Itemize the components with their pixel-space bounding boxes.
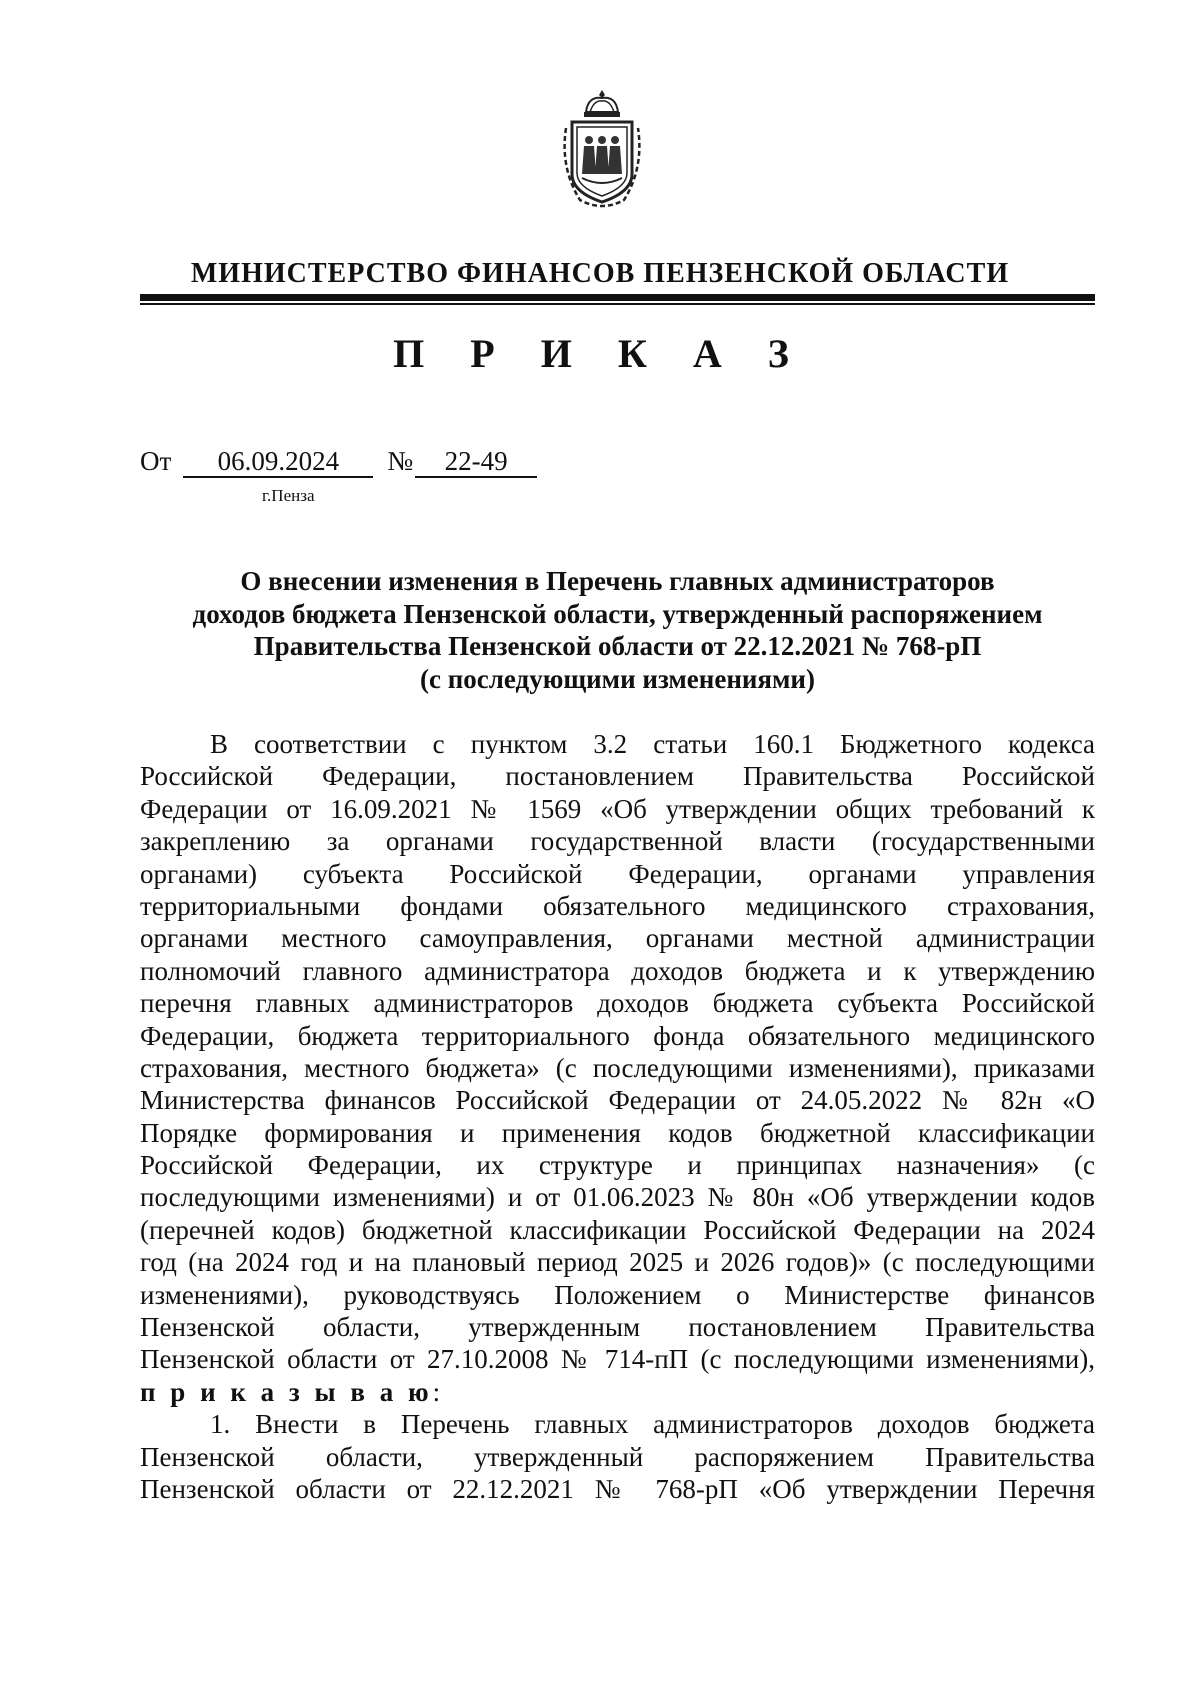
body-line: (перечней кодов) бюджетной классификации Российской Федерации на 2024 (140, 1214, 1095, 1245)
body-line: Пензенской области от 27.10.2008 № 714-пП (с последующими изменениями), (140, 1344, 1095, 1375)
body-line: Пензенской области, утвержденным постановлением Правительства (140, 1312, 1095, 1343)
item-line: Пензенской области, утвержденный распоряжением Правительства (140, 1441, 1095, 1472)
body-line: изменениями), руководствуясь Положением о Министерстве финансов (140, 1279, 1095, 1310)
body-line: Порядке формирования и применения кодов бюджетной классификации (140, 1117, 1095, 1148)
coat-of-arms-emblem (560, 88, 644, 212)
title-line: Правительства Пензенской области от 22.12.2021 № 768-рП (253, 631, 982, 662)
body-line: полномочий главного администратора доходов бюджета и к утверждению (140, 955, 1095, 986)
order-title (140, 565, 1095, 696)
order-verb-line (140, 1376, 1095, 1408)
city-name: г.Пенза (262, 486, 315, 505)
document-type-heading: П Р И К А З (393, 331, 807, 376)
ministry-name: МИНИСТЕРСТВО ФИНАНСОВ ПЕНЗЕНСКОЙ ОБЛАСТИ (190, 258, 1010, 289)
order-body (140, 728, 1095, 1505)
body-line: В соответствии с пунктом 3.2 статьи 160.1 Бюджетного кодекса (210, 729, 1095, 759)
header-divider-thin (140, 303, 1095, 305)
order-date: 06.09.2024 (183, 446, 373, 478)
body-line: Федерации от 16.09.2021 № 1569 «Об утверждении общих требований к (140, 793, 1095, 824)
body-line: Федерации, бюджета территориального фонда обязательного медицинского (140, 1020, 1095, 1051)
item-line: Пензенской области от 22.12.2021 № 768-рП «Об утверждении Перечня (140, 1473, 1095, 1504)
body-line: Российской Федерации, постановлением Правительства Российской (140, 761, 1095, 792)
header-divider-thick (140, 294, 1095, 301)
title-line: (с последующими изменениями) (420, 664, 815, 695)
body-line: Российской Федерации, их структуре и принципах назначения» (с (140, 1150, 1095, 1181)
title-line: доходов бюджета Пензенской области, утвержденный распоряжением (192, 598, 1043, 629)
date-number-line (140, 446, 537, 478)
body-line: Министерства финансов Российской Федерации от 24.05.2022 № 82н «О (140, 1085, 1095, 1116)
body-line: перечня главных администраторов доходов бюджета субъекта Российской (140, 988, 1095, 1019)
body-line: органами местного самоуправления, органами местной администрации (140, 923, 1095, 954)
item-line: 1. Внести в Перечень главных администраторов доходов бюджета (210, 1409, 1095, 1440)
title-line: О внесении изменения в Перечень главных администраторов (240, 566, 995, 596)
body-line: страхования, местного бюджета» (с последующими изменениями), приказами (140, 1052, 1095, 1083)
number-label: № (387, 446, 414, 476)
body-line: закреплению за органами государственной власти (государственными (140, 826, 1095, 857)
body-line: органами) субъекта Российской Федерации, органами управления (140, 858, 1095, 889)
order-verb-colon: : (432, 1376, 441, 1407)
order-verb: п р и к а з ы в а ю (140, 1376, 433, 1407)
body-line: территориальными фондами обязательного медицинского страхования, (140, 890, 1095, 921)
from-label: От (140, 446, 172, 476)
body-line: последующими изменениями) и от 01.06.2023 № 80н «Об утверждении кодов (140, 1182, 1095, 1213)
order-number: 22-49 (415, 446, 537, 478)
body-line: год (на 2024 год и на плановый период 2025 и 2026 годов)» (с последующими (140, 1247, 1095, 1278)
